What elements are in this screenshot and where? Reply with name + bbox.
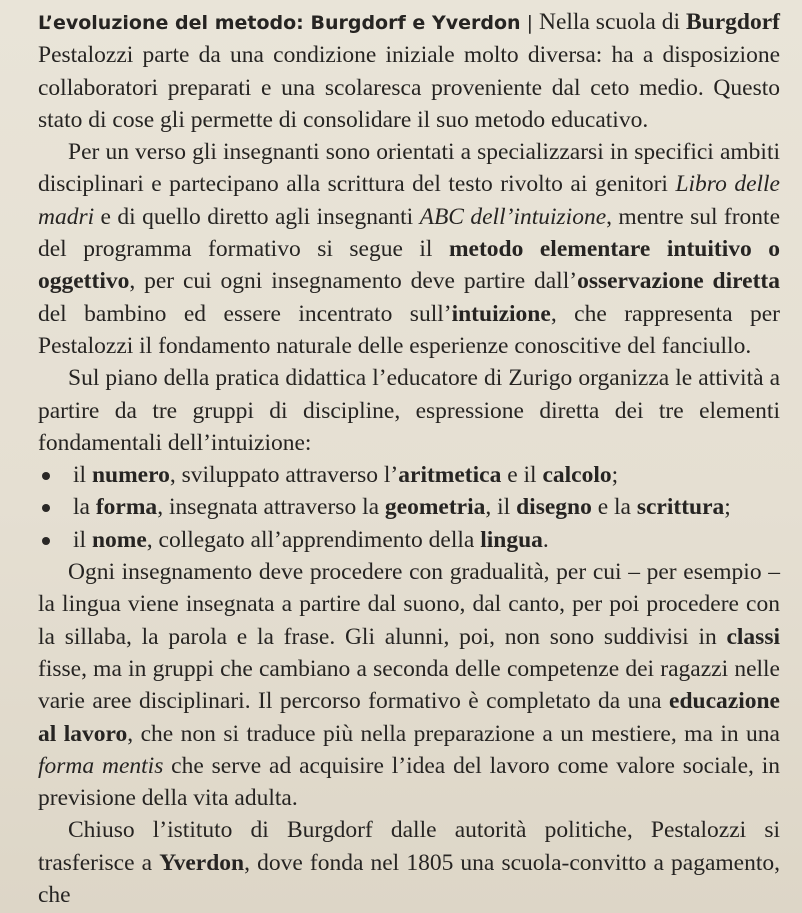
heading-separator: | bbox=[526, 12, 533, 34]
term-forma-mentis: forma mentis bbox=[38, 752, 164, 779]
bullet-dot-icon bbox=[42, 472, 50, 480]
paragraph-yverdon-text-a: Chiuso l’istituto di Burgdorf dalle autorità politiche, Pestalozzi si trasferisce a bbox=[38, 817, 780, 876]
keyword-nome: nome bbox=[91, 526, 147, 553]
keyword-geometria: geometria bbox=[384, 494, 486, 521]
paragraph-gradualita-text-c: , che non si traduce più nella preparazione a un mestiere, ma in una bbox=[127, 720, 780, 747]
keyword-disegno: disegno bbox=[516, 494, 592, 521]
keyword-osservazione-diretta: osservazione diretta bbox=[577, 268, 780, 295]
paragraph-specialization-text-b: e di quello diretto agli insegnanti bbox=[94, 203, 420, 230]
title-abc-intuizione: ABC dell’intuizione bbox=[419, 203, 607, 230]
list-item-nome bbox=[38, 524, 780, 556]
keyword-numero: numero bbox=[91, 462, 170, 489]
bullet-list bbox=[38, 459, 780, 556]
bullet-dot-icon bbox=[42, 504, 50, 512]
section-heading: L’evoluzione del metodo: Burgdorf e Yverdon bbox=[38, 12, 521, 34]
paragraph-specialization-text-c: , mentre sul fronte del programma formativo si segue il bbox=[38, 203, 781, 263]
list-text: la bbox=[73, 494, 96, 521]
paragraph-yverdon bbox=[38, 814, 780, 911]
list-text: , insegnata attraverso la bbox=[157, 494, 385, 521]
paragraph-gradualita-text-a: Ogni insegnamento deve procedere con gradualità, per cui – per esempio – la lingua viene insegnata a partire dal suono, dal canto, per poi procedere con la sillaba, la parola e la frase. Gli alunni, poi, non sono suddivisi in bbox=[38, 559, 780, 650]
paragraph-specialization-text-e: del bambino ed essere incentrato sull’ bbox=[38, 300, 452, 327]
paragraph-specialization-text-a: Per un verso gli insegnanti sono orientati a specializzarsi in specifici ambiti disciplinari e partecipano alla scrittura del testo rivolto ai genitori bbox=[38, 139, 780, 198]
paragraph-intro-text-a: Nella scuola di bbox=[538, 9, 686, 35]
keyword-educazione-al-lavoro: educazione al lavoro bbox=[38, 688, 780, 747]
keyword-intuizione: intuizione bbox=[451, 300, 551, 327]
paragraph-gradualita-text-d: che serve ad acquisire l’idea del lavoro come valore sociale, in previsione della vita adulta. bbox=[38, 752, 781, 812]
paragraph-gradualita bbox=[38, 556, 780, 814]
paragraph-gradualita-text-b: fisse, ma in gruppi che cambiano a seconda delle competenze dei ragazzi nelle varie aree disciplinari. Il percorso formativo è completato da una bbox=[38, 655, 780, 715]
list-text: ; bbox=[724, 494, 731, 521]
paragraph-specialization-text-d: , per cui ogni insegnamento deve partire dall’ bbox=[129, 268, 578, 295]
paragraph-specialization-text-f: , che rappresenta per Pestalozzi il fondamento naturale delle esperienze conoscitive del fanciullo. bbox=[38, 300, 780, 359]
paragraph-specialization bbox=[38, 136, 780, 362]
list-text: , il bbox=[485, 494, 517, 521]
keyword-scrittura: scrittura bbox=[636, 494, 725, 521]
keyword-metodo-elementare: metodo elementare intuitivo o oggettivo bbox=[38, 236, 780, 295]
keyword-forma: forma bbox=[95, 494, 158, 521]
paragraph-intro bbox=[38, 6, 780, 136]
list-text: , sviluppato attraverso l’ bbox=[169, 462, 399, 489]
paragraph-disciplines: Sul piano della pratica didattica l’educatore di Zurigo organizza le attività a partire da tre gruppi di discipline, espressione diretta dei tre elementi fondamentali dell’intuizione: bbox=[38, 365, 780, 456]
keyword-calcolo: calcolo bbox=[542, 462, 612, 489]
list-text: e il bbox=[501, 462, 543, 489]
keyword-burgdorf: Burgdorf bbox=[686, 9, 780, 35]
list-item-forma bbox=[38, 491, 780, 523]
list-text: il bbox=[73, 462, 92, 489]
bullet-dot-icon bbox=[42, 537, 50, 545]
title-libro-delle-madri: Libro delle madri bbox=[38, 171, 780, 230]
paragraph-intro-text-b: Pestalozzi parte da una condizione iniziale molto diversa: ha a disposizione collaboratori preparati e una scolaresca proveniente dal ceto medio. Questo stato di cose gli permette di consolidare il suo metodo educativo. bbox=[38, 42, 780, 133]
list-text: ; bbox=[611, 462, 619, 489]
list-text: . bbox=[542, 526, 549, 553]
keyword-aritmetica: aritmetica bbox=[398, 462, 502, 489]
list-text: il bbox=[73, 526, 92, 553]
keyword-yverdon: Yverdon bbox=[159, 849, 245, 876]
list-item-numero bbox=[38, 459, 780, 491]
paragraph-yverdon-text-b: , dove fonda nel 1805 una scuola-convitto a pagamento, che bbox=[38, 849, 780, 909]
list-text: , collegato all’apprendimento della bbox=[146, 526, 481, 553]
keyword-classi: classi bbox=[726, 623, 780, 650]
keyword-lingua: lingua bbox=[480, 526, 543, 553]
list-text: e la bbox=[591, 494, 637, 521]
